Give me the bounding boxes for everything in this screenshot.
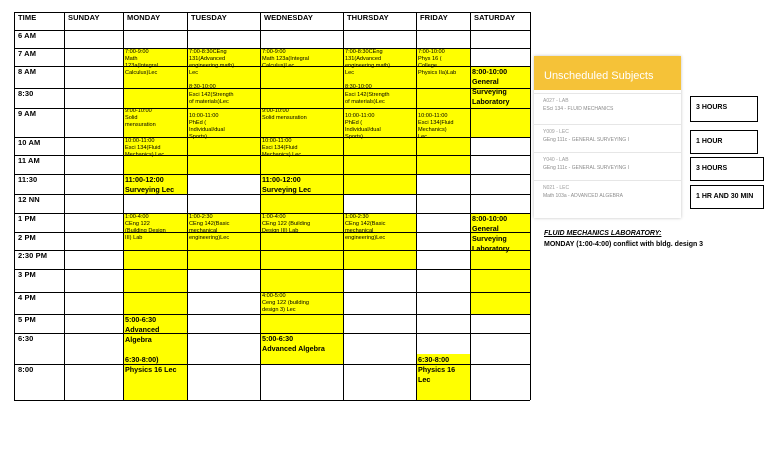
grid-row-line [14,314,530,315]
day-header: TIME [18,13,37,22]
event-text-line: mechanical [345,228,374,235]
event-text-line: 8:00-10:00 [472,67,508,76]
event-text-line: 6:30-8:00) [125,355,159,364]
event-text-line: CEng 122 (Building [262,221,311,228]
grid-row-line [14,108,530,109]
time-label: 6 AM [18,31,37,40]
event-text-line: CEng 142(Basic [189,221,230,228]
grid-row-line [14,155,530,156]
event-text-line: College [418,63,437,70]
event-text-line: Design III) Lab [262,228,299,235]
time-label: 12 NN [18,195,40,204]
day-header: WEDNESDAY [264,13,313,22]
grid-row-line [14,333,530,334]
event-text-line: Sports) [345,134,364,141]
event-text-line [189,106,258,113]
grid-row-line [14,213,530,214]
subject-name: ESci 134 - FLUID MECHANICS [543,106,614,112]
schedule-event [260,292,343,333]
grid-row-line [14,250,530,251]
grid-row-line [14,30,530,31]
grid-row-line [14,88,530,89]
day-header: THURSDAY [347,13,389,22]
event-text-line: CEng 142(Basic [345,221,386,228]
grid-column-line [64,12,65,400]
schedule-event [187,213,260,269]
event-text-line: 7:00-9:00 [125,49,149,55]
schedule-event [123,48,187,107]
event-text-line: mensuration [125,122,156,129]
time-label: 2 PM [18,233,36,242]
grid-row-line [14,269,530,270]
grid-column-line [187,12,188,400]
event-text-line: mechanical [189,228,218,235]
event-text-line: 1:00-4:00 [262,214,286,220]
unscheduled-item[interactable] [534,180,681,208]
time-label: 9 AM [18,109,37,118]
subject-name: GEng 111c - GENERAL SURVEYING I [543,165,629,171]
event-text-line: Solid mensuration [262,115,307,122]
unscheduled-item[interactable] [534,152,681,180]
event-text-line [418,92,468,99]
time-label: 11:30 [18,175,38,184]
event-text-line: Physics IIa)Lab [418,70,457,77]
grid-row-line [14,232,530,233]
event-text-line: design 3) Lec [262,307,296,314]
event-text-line: Individual/dual [345,127,381,134]
event-text-line: General [472,224,499,233]
event-text-line: Lec [418,375,431,384]
event-text-line: III) Lab [125,235,143,242]
day-header: MONDAY [127,13,161,22]
schedule-event [416,354,470,400]
event-text-line: 10:00-11:00 [125,138,155,144]
event-text-line: engineering math) [189,63,235,70]
schedule-event [123,314,187,400]
event-text-line: 1:00-2:30 [189,214,213,220]
event-text-line: CEng 122 [125,221,150,228]
event-text-line: Sports) [189,134,208,141]
schedule-event [260,333,343,364]
schedule-event [260,48,343,107]
event-text-line: Lec [418,134,428,141]
event-text-line: Calculus)Lec [262,63,295,70]
subject-code: N021 - LEC [543,185,570,191]
schedule-event [123,107,187,137]
time-label: 8:30 [18,89,34,98]
event-text-line [345,77,414,84]
event-text-line: Phys 16 ( [418,56,442,63]
unscheduled-item[interactable] [534,93,681,121]
event-text-line: 7:00-10:00 [418,49,445,55]
schedule-event [123,213,187,314]
event-text-line: engineering math) [345,63,391,70]
subject-name: Math 103a - ADVANCED ALGEBRA [543,193,623,199]
event-text-line: Individual/dual [189,127,225,134]
event-text-line: 7:00-8:30CEng [345,49,383,55]
grid-row-line [14,137,530,138]
grid-row-line [14,48,530,49]
event-text-line: 11:00-12:00 [262,175,301,184]
conflict-note-text: MONDAY (1:00-4:00) conflict with bldg. design 3 [544,241,704,248]
event-text-line: Mechanics) Lec [262,152,302,159]
event-text-line [418,77,468,84]
unscheduled-subjects-title: Unscheduled Subjects [534,56,681,90]
schedule-event [260,213,343,292]
event-text-line: 5:00-6:30 [125,315,157,324]
hours-box: 3 HOURS [690,96,758,122]
grid-column-line [123,12,124,400]
event-text-line: General [472,77,499,86]
event-text-line: of materials)Lec [345,98,385,105]
conflict-note-title: FLUID MECHANICS LABORATORY: [544,230,662,237]
event-text-line: Advanced Algebra [262,344,325,353]
event-text-line: Esci 134(Fluid [418,119,454,126]
event-text-line [418,106,468,113]
time-label: 2:30 PM [18,251,48,260]
time-label: 8 AM [18,67,37,76]
event-text-line: 1:00-2:30 [345,214,369,220]
hours-box: 1 HOUR [690,130,758,154]
subject-code: Y009 - LEC [543,129,569,135]
event-text-line: Calculus)Lec [125,70,158,77]
event-text-line: Esci 134(Fluid [262,145,298,152]
event-text-line: Surveying [472,234,507,243]
grid-row-line [14,66,530,67]
event-text-line: Mechanics) [418,127,447,134]
subject-name: GEng 111c - GENERAL SURVEYING I [543,137,629,143]
event-text-line [125,345,185,355]
time-label: 10 AM [18,138,41,147]
grid-row-line [14,400,530,401]
subject-code: Y040 - LAB [543,157,569,163]
time-label: 11 AM [18,156,40,165]
event-text-line: Math [125,56,138,63]
day-header: FRIDAY [420,13,448,22]
event-text-line: Surveying Lec [262,185,312,194]
schedule-event [470,213,530,314]
grid-column-line [470,12,471,400]
day-header: TUESDAY [191,13,227,22]
event-text-line: engineering)Lec [189,235,230,242]
time-label: 6:30 [18,334,34,343]
event-text-line: 10:00-11:00 [189,112,219,119]
schedule-event [260,107,343,137]
event-text-line: 9:00-10:00 [125,108,152,114]
event-text-line: Surveying [472,87,507,96]
grid-column-line [260,12,261,400]
time-label: 1 PM [18,214,36,223]
schedule-event [470,66,530,137]
event-text-line: 4:00-5:00 [262,293,286,299]
event-text-line: 10:00-11:00 [345,112,375,119]
event-text-line: PhEd ( [189,119,207,126]
event-text-line: 10:00-11:00 [418,112,448,119]
subject-code: A027 - LAB [543,98,569,104]
grid-column-line [343,12,344,400]
grid-row-line [14,194,530,195]
grid-column-line [530,12,531,400]
event-text-line: 7:00-8:30CEng [189,49,227,55]
event-text-line: of materials)Lec [189,98,229,105]
day-header: SATURDAY [474,13,516,22]
grid-row-line [14,174,530,175]
event-text-line: Physics 16 [418,365,456,374]
event-text-line: Math 123a(Integral [262,56,309,63]
hours-box: 3 HOURS [690,157,764,181]
event-text-line: 10:00-11:00 [262,138,292,144]
unscheduled-item[interactable] [534,124,681,152]
time-label: 4 PM [18,293,36,302]
schedule-event [343,48,416,194]
event-text-line [345,106,414,113]
event-text-line [189,77,258,84]
time-label: 8:00 [18,365,34,374]
time-label: 5 PM [18,315,36,324]
event-text-line: Ceng 122 (building [262,300,309,307]
event-text-line: Esci 134(Fluid [125,145,161,152]
event-text-line: 8:00-10:00 [472,214,508,223]
event-text-line: 131(Advanced [189,56,226,63]
time-label: 7 AM [18,49,37,58]
event-text-line: 131(Advanced [345,56,382,63]
event-text-line: Advanced [125,325,160,334]
event-text-line: (Building Design [125,228,166,235]
day-header: SUNDAY [68,13,100,22]
event-text-line: Esci 142(Strength [189,91,234,98]
event-text-line: 1:00-4:00 [125,214,149,220]
schedule-event [123,174,187,194]
event-text-line: 8:30-10:00 [189,84,216,91]
event-text-line: Esci 142(Strength [345,91,390,98]
event-text-line: Mechanics) Lec [125,152,165,159]
event-text-line: Laboratory [472,97,510,106]
unscheduled-subjects-panel [534,56,681,218]
event-text-line: 6:30-8:00 [418,355,450,364]
event-text-line: 123a(Integral [125,63,158,70]
grid-row-line [14,364,530,365]
event-text-line: 5:00-6:30 [262,334,294,343]
schedule-event [343,213,416,269]
event-text-line: 11:00-12:00 [125,175,164,184]
grid-column-line [416,12,417,400]
event-text-line: Laboratory [472,244,510,253]
hours-box: 1 HR AND 30 MIN [690,185,764,209]
event-text-line: Physics 16 Lec [125,365,177,374]
event-text-line: Solid [125,115,138,122]
grid-row-line [14,292,530,293]
event-text-line: Lec [189,70,199,77]
event-text-line: 8:30-10:00 [345,84,372,91]
event-text-line [418,99,468,106]
event-text-line: PhEd ( [345,119,363,126]
grid-column-line [14,12,15,400]
time-label: 3 PM [18,270,36,279]
event-text-line: engineering)Lec [345,235,386,242]
event-text-line: 9:00-10:00 [262,108,289,114]
event-text-line: Lec [345,70,355,77]
event-text-line: Surveying Lec [125,185,175,194]
event-text-line: 7:00-9:00 [262,49,286,55]
event-text-line: Algebra [125,335,152,344]
